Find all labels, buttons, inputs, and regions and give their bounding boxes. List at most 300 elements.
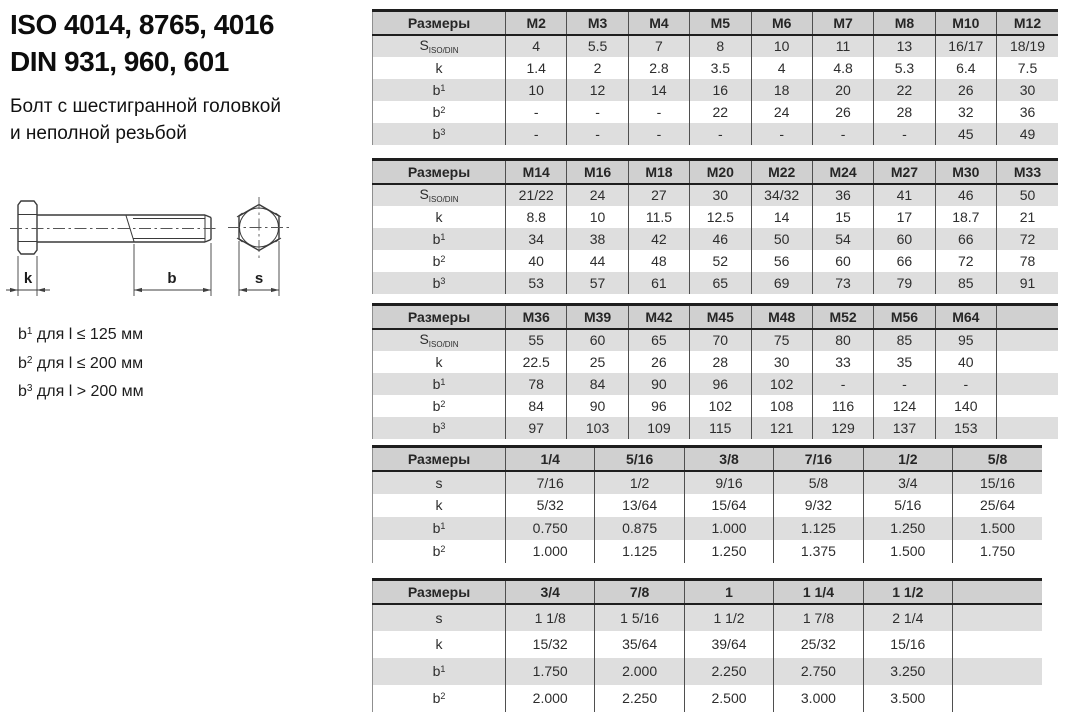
row-label: $S_{ISO/DIN}$ <box>419 331 459 349</box>
value-cell: 30 <box>690 184 751 206</box>
dimension-table <box>372 9 1058 145</box>
value-cell: - <box>506 123 567 145</box>
table-row <box>373 79 1059 101</box>
value-cell: 66 <box>874 250 935 272</box>
value-cell: 108 <box>751 395 812 417</box>
column-header: M36 <box>506 305 567 329</box>
row-label: $b^3$ <box>432 274 446 291</box>
value-cell: 13 <box>874 35 935 57</box>
column-header <box>953 580 1042 604</box>
value-cell: - <box>874 373 935 395</box>
value-cell: 15/16 <box>863 631 952 658</box>
dimension-table <box>372 158 1058 294</box>
value-cell: 54 <box>812 228 873 250</box>
value-cell: 103 <box>567 417 628 439</box>
value-cell: 18.7 <box>935 206 996 228</box>
dimension-b <box>134 243 211 296</box>
table-row <box>373 272 1059 294</box>
column-header: M18 <box>628 160 689 184</box>
value-cell <box>997 373 1059 395</box>
table-row <box>373 57 1059 79</box>
value-cell: - <box>628 101 689 123</box>
dimension-table-metric-small <box>372 9 1058 145</box>
value-cell: 45 <box>935 123 996 145</box>
row-label: $b^3$ <box>432 419 446 436</box>
column-header: M6 <box>751 11 812 35</box>
s-dimension-label: s <box>254 270 264 287</box>
column-header: Размеры <box>407 163 471 180</box>
column-header: 7/8 <box>595 580 684 604</box>
value-cell: 3.5 <box>690 57 751 79</box>
value-cell: 1.750 <box>506 658 595 685</box>
value-cell: - <box>874 123 935 145</box>
value-cell: - <box>506 101 567 123</box>
value-cell: 3.250 <box>863 658 952 685</box>
value-cell <box>997 329 1059 351</box>
column-header <box>997 305 1059 329</box>
row-label: $b^1$ <box>432 663 446 679</box>
value-cell: 2.250 <box>684 658 773 685</box>
note-b3: $b^3$ для l > 200 мм <box>18 383 144 400</box>
value-cell: 15/32 <box>506 631 595 658</box>
value-cell: 40 <box>935 351 996 373</box>
column-header: M12 <box>997 11 1059 35</box>
column-header: M16 <box>567 160 628 184</box>
value-cell: 60 <box>812 250 873 272</box>
value-cell: 14 <box>751 206 812 228</box>
dimension-table <box>372 303 1058 439</box>
value-cell: 18/19 <box>997 35 1059 57</box>
value-cell: 35 <box>874 351 935 373</box>
value-cell: 73 <box>812 272 873 294</box>
value-cell: - <box>567 101 628 123</box>
value-cell: 90 <box>567 395 628 417</box>
dimension-table-inch-large <box>372 578 1042 712</box>
value-cell: 137 <box>874 417 935 439</box>
value-cell: 40 <box>506 250 567 272</box>
value-cell: 57 <box>567 272 628 294</box>
row-label: k <box>435 59 443 76</box>
row-label: $S_{ISO/DIN}$ <box>419 37 459 55</box>
value-cell: 96 <box>628 395 689 417</box>
value-cell: 36 <box>812 184 873 206</box>
value-cell: 97 <box>506 417 567 439</box>
value-cell: 39/64 <box>684 631 773 658</box>
row-label: k <box>435 636 443 652</box>
bolt-head <box>18 201 37 254</box>
table-row <box>373 494 1043 517</box>
column-header: M3 <box>567 11 628 35</box>
value-cell: 91 <box>997 272 1059 294</box>
row-label: $b^2$ <box>432 252 446 269</box>
column-header: 5/16 <box>595 447 684 471</box>
value-cell: 66 <box>935 228 996 250</box>
column-header: M45 <box>690 305 751 329</box>
column-header: 1 1/4 <box>774 580 863 604</box>
value-cell: 1.125 <box>595 540 684 563</box>
value-cell: 41 <box>874 184 935 206</box>
column-header: M7 <box>812 11 873 35</box>
value-cell: 96 <box>690 373 751 395</box>
value-cell: 1/2 <box>595 471 684 494</box>
left-panel <box>0 0 372 720</box>
row-label: $b^3$ <box>432 125 446 142</box>
value-cell: 4.8 <box>812 57 873 79</box>
value-cell: 38 <box>567 228 628 250</box>
value-cell: 48 <box>628 250 689 272</box>
value-cell: 15/16 <box>953 471 1042 494</box>
value-cell: 0.875 <box>595 517 684 540</box>
column-header: 1 <box>684 580 773 604</box>
tables-panel <box>372 0 1067 720</box>
page-title <box>10 6 274 80</box>
column-header: 3/8 <box>684 447 773 471</box>
column-header: M39 <box>567 305 628 329</box>
value-cell: 35/64 <box>595 631 684 658</box>
value-cell: 1.4 <box>506 57 567 79</box>
value-cell: 33 <box>812 351 873 373</box>
bolt-technical-drawing <box>4 186 314 310</box>
table-row <box>373 206 1059 228</box>
value-cell: 6.4 <box>935 57 996 79</box>
value-cell: 1.500 <box>953 517 1042 540</box>
value-cell: 27 <box>628 184 689 206</box>
value-cell: 4 <box>751 57 812 79</box>
table-row <box>373 101 1059 123</box>
column-header: M20 <box>690 160 751 184</box>
value-cell: 21 <box>997 206 1059 228</box>
value-cell: 46 <box>935 184 996 206</box>
value-cell: 21/22 <box>506 184 567 206</box>
value-cell: 1.500 <box>863 540 952 563</box>
value-cell: 109 <box>628 417 689 439</box>
value-cell: 11.5 <box>628 206 689 228</box>
value-cell: 1 7/8 <box>774 604 863 631</box>
value-cell <box>953 604 1042 631</box>
value-cell: 115 <box>690 417 751 439</box>
dimension-table <box>372 445 1042 563</box>
value-cell: 5.5 <box>567 35 628 57</box>
table-row <box>373 228 1059 250</box>
value-cell <box>953 631 1042 658</box>
value-cell: 50 <box>751 228 812 250</box>
value-cell: 12.5 <box>690 206 751 228</box>
value-cell: - <box>812 123 873 145</box>
value-cell: 49 <box>997 123 1059 145</box>
value-cell: 2.8 <box>628 57 689 79</box>
column-header: 3/4 <box>506 580 595 604</box>
value-cell: 1 1/8 <box>506 604 595 631</box>
value-cell: 1 1/2 <box>684 604 773 631</box>
row-label: $S_{ISO/DIN}$ <box>419 186 459 204</box>
table-row <box>373 658 1043 685</box>
value-cell: 60 <box>567 329 628 351</box>
value-cell: 16 <box>690 79 751 101</box>
value-cell <box>997 351 1059 373</box>
value-cell: 121 <box>751 417 812 439</box>
value-cell: 69 <box>751 272 812 294</box>
value-cell: 22.5 <box>506 351 567 373</box>
value-cell: 7/16 <box>506 471 595 494</box>
b-dimension-label: b <box>167 270 177 287</box>
value-cell: 85 <box>874 329 935 351</box>
value-cell: 7.5 <box>997 57 1059 79</box>
dimension-table-metric-medium <box>372 158 1058 294</box>
value-cell: 5/32 <box>506 494 595 517</box>
value-cell: - <box>935 373 996 395</box>
value-cell: 1.000 <box>506 540 595 563</box>
value-cell: 30 <box>997 79 1059 101</box>
row-label: $b^2$ <box>432 103 446 120</box>
column-header: M33 <box>997 160 1059 184</box>
value-cell: 5/16 <box>863 494 952 517</box>
value-cell: 56 <box>751 250 812 272</box>
value-cell: 15/64 <box>684 494 773 517</box>
value-cell: 26 <box>935 79 996 101</box>
value-cell: 75 <box>751 329 812 351</box>
value-cell: 42 <box>628 228 689 250</box>
row-label: k <box>435 208 443 225</box>
value-cell: 140 <box>935 395 996 417</box>
table-row <box>373 395 1059 417</box>
value-cell: 36 <box>997 101 1059 123</box>
k-dimension-label: k <box>23 270 33 287</box>
value-cell: 7 <box>628 35 689 57</box>
column-header: M5 <box>690 11 751 35</box>
value-cell: 2.750 <box>774 658 863 685</box>
column-header: M27 <box>874 160 935 184</box>
column-header: M30 <box>935 160 996 184</box>
column-header: M24 <box>812 160 873 184</box>
value-cell: 10 <box>506 79 567 101</box>
value-cell: 3/4 <box>863 471 952 494</box>
bolt-side-view <box>6 201 218 296</box>
value-cell: 44 <box>567 250 628 272</box>
value-cell: 70 <box>690 329 751 351</box>
table-row <box>373 373 1059 395</box>
row-label: $b^1$ <box>432 520 446 536</box>
column-header: 1 1/2 <box>863 580 952 604</box>
table-row <box>373 604 1043 631</box>
dimension-table-inch-small <box>372 445 1042 563</box>
value-cell: 2.250 <box>595 685 684 712</box>
value-cell: 4 <box>506 35 567 57</box>
value-cell <box>997 395 1059 417</box>
value-cell: 1 5/16 <box>595 604 684 631</box>
thread-length-notes <box>18 319 144 405</box>
column-header: M10 <box>935 11 996 35</box>
value-cell: 2.000 <box>506 685 595 712</box>
page-subtitle <box>10 93 281 147</box>
value-cell: - <box>567 123 628 145</box>
column-header: M22 <box>751 160 812 184</box>
value-cell: - <box>812 373 873 395</box>
row-label: $b^2$ <box>432 397 446 414</box>
row-label: $b^1$ <box>432 230 446 247</box>
table-row <box>373 417 1059 439</box>
table-row <box>373 35 1059 57</box>
value-cell: 9/16 <box>684 471 773 494</box>
dimension-table-metric-large <box>372 303 1058 439</box>
value-cell: 102 <box>751 373 812 395</box>
value-cell: 34 <box>506 228 567 250</box>
value-cell: 84 <box>506 395 567 417</box>
value-cell: 1.250 <box>863 517 952 540</box>
value-cell: 22 <box>690 101 751 123</box>
dimension-table <box>372 578 1042 712</box>
value-cell: 1.250 <box>684 540 773 563</box>
value-cell: 5/8 <box>774 471 863 494</box>
value-cell: 34/32 <box>751 184 812 206</box>
value-cell: 25/64 <box>953 494 1042 517</box>
value-cell: 102 <box>690 395 751 417</box>
table-row <box>373 329 1059 351</box>
table-row <box>373 471 1043 494</box>
value-cell: 14 <box>628 79 689 101</box>
value-cell: 85 <box>935 272 996 294</box>
table-row <box>373 123 1059 145</box>
column-header: M48 <box>751 305 812 329</box>
column-header: Размеры <box>407 14 471 31</box>
table-row <box>373 685 1043 712</box>
value-cell: 5.3 <box>874 57 935 79</box>
value-cell: 8.8 <box>506 206 567 228</box>
table-row <box>373 517 1043 540</box>
column-header: M4 <box>628 11 689 35</box>
value-cell: 78 <box>997 250 1059 272</box>
row-label: $b^1$ <box>432 81 446 98</box>
value-cell: 26 <box>628 351 689 373</box>
value-cell: 65 <box>690 272 751 294</box>
value-cell: 95 <box>935 329 996 351</box>
value-cell: 25/32 <box>774 631 863 658</box>
value-cell: 28 <box>690 351 751 373</box>
value-cell: 10 <box>751 35 812 57</box>
value-cell: 24 <box>567 184 628 206</box>
value-cell <box>953 685 1042 712</box>
value-cell: 28 <box>874 101 935 123</box>
value-cell: 11 <box>812 35 873 57</box>
note-b2: $b^2$ для l ≤ 200 мм <box>18 354 144 372</box>
value-cell: 55 <box>506 329 567 351</box>
row-label: k <box>435 497 443 513</box>
value-cell <box>997 417 1059 439</box>
value-cell: 18 <box>751 79 812 101</box>
value-cell: 30 <box>751 351 812 373</box>
title-din-line: DIN 931, 960, 601 <box>10 46 229 77</box>
dimension-k <box>6 256 50 296</box>
value-cell: 10 <box>567 206 628 228</box>
value-cell: 3.500 <box>863 685 952 712</box>
value-cell: 61 <box>628 272 689 294</box>
value-cell: 16/17 <box>935 35 996 57</box>
value-cell: 2.000 <box>595 658 684 685</box>
column-header: Размеры <box>407 450 471 467</box>
value-cell: 78 <box>506 373 567 395</box>
value-cell: 8 <box>690 35 751 57</box>
value-cell: 1.375 <box>774 540 863 563</box>
value-cell: 1.000 <box>684 517 773 540</box>
value-cell: 1.125 <box>774 517 863 540</box>
value-cell <box>953 658 1042 685</box>
row-label: k <box>435 353 443 370</box>
table-row <box>373 250 1059 272</box>
value-cell: 79 <box>874 272 935 294</box>
column-header: 7/16 <box>774 447 863 471</box>
table-row <box>373 351 1059 373</box>
value-cell: - <box>628 123 689 145</box>
value-cell: 0.750 <box>506 517 595 540</box>
value-cell: 9/32 <box>774 494 863 517</box>
column-header: M42 <box>628 305 689 329</box>
column-header: M56 <box>874 305 935 329</box>
value-cell: 13/64 <box>595 494 684 517</box>
value-cell: 15 <box>812 206 873 228</box>
title-iso-line: ISO 4014, 8765, 4016 <box>10 9 274 40</box>
column-header: Размеры <box>407 583 471 600</box>
value-cell: 2 1/4 <box>863 604 952 631</box>
column-header: M2 <box>506 11 567 35</box>
value-cell: 84 <box>567 373 628 395</box>
value-cell: 72 <box>935 250 996 272</box>
value-cell: 53 <box>506 272 567 294</box>
value-cell: 17 <box>874 206 935 228</box>
value-cell: 129 <box>812 417 873 439</box>
value-cell: 22 <box>874 79 935 101</box>
value-cell: 2 <box>567 57 628 79</box>
table-row <box>373 631 1043 658</box>
column-header: 1/2 <box>863 447 952 471</box>
column-header: M14 <box>506 160 567 184</box>
value-cell: 25 <box>567 351 628 373</box>
row-label: s <box>435 474 443 491</box>
value-cell: 124 <box>874 395 935 417</box>
table-row <box>373 540 1043 563</box>
value-cell: 20 <box>812 79 873 101</box>
subtitle-line-2: и неполной резьбой <box>10 123 187 144</box>
value-cell: 65 <box>628 329 689 351</box>
value-cell: 2.500 <box>684 685 773 712</box>
value-cell: 46 <box>690 228 751 250</box>
value-cell: 80 <box>812 329 873 351</box>
value-cell: 72 <box>997 228 1059 250</box>
value-cell: - <box>751 123 812 145</box>
column-header: Размеры <box>407 308 471 325</box>
value-cell: 3.000 <box>774 685 863 712</box>
value-cell: 60 <box>874 228 935 250</box>
value-cell: 50 <box>997 184 1059 206</box>
row-label: $b^1$ <box>432 375 446 392</box>
column-header: M64 <box>935 305 996 329</box>
table-row <box>373 184 1059 206</box>
row-label: $b^2$ <box>432 690 446 706</box>
row-label: $b^2$ <box>432 543 446 559</box>
value-cell: 153 <box>935 417 996 439</box>
note-b1: $b^1$ для l ≤ 125 мм <box>18 326 144 343</box>
row-label: s <box>435 609 443 626</box>
value-cell: 90 <box>628 373 689 395</box>
value-cell: 116 <box>812 395 873 417</box>
subtitle-line-1: Болт с шестигранной головкой <box>10 96 281 117</box>
value-cell: 32 <box>935 101 996 123</box>
column-header: M52 <box>812 305 873 329</box>
value-cell: 1.750 <box>953 540 1042 563</box>
value-cell: 24 <box>751 101 812 123</box>
bolt-end-view <box>228 197 292 296</box>
column-header: M8 <box>874 11 935 35</box>
value-cell: 12 <box>567 79 628 101</box>
value-cell: 26 <box>812 101 873 123</box>
